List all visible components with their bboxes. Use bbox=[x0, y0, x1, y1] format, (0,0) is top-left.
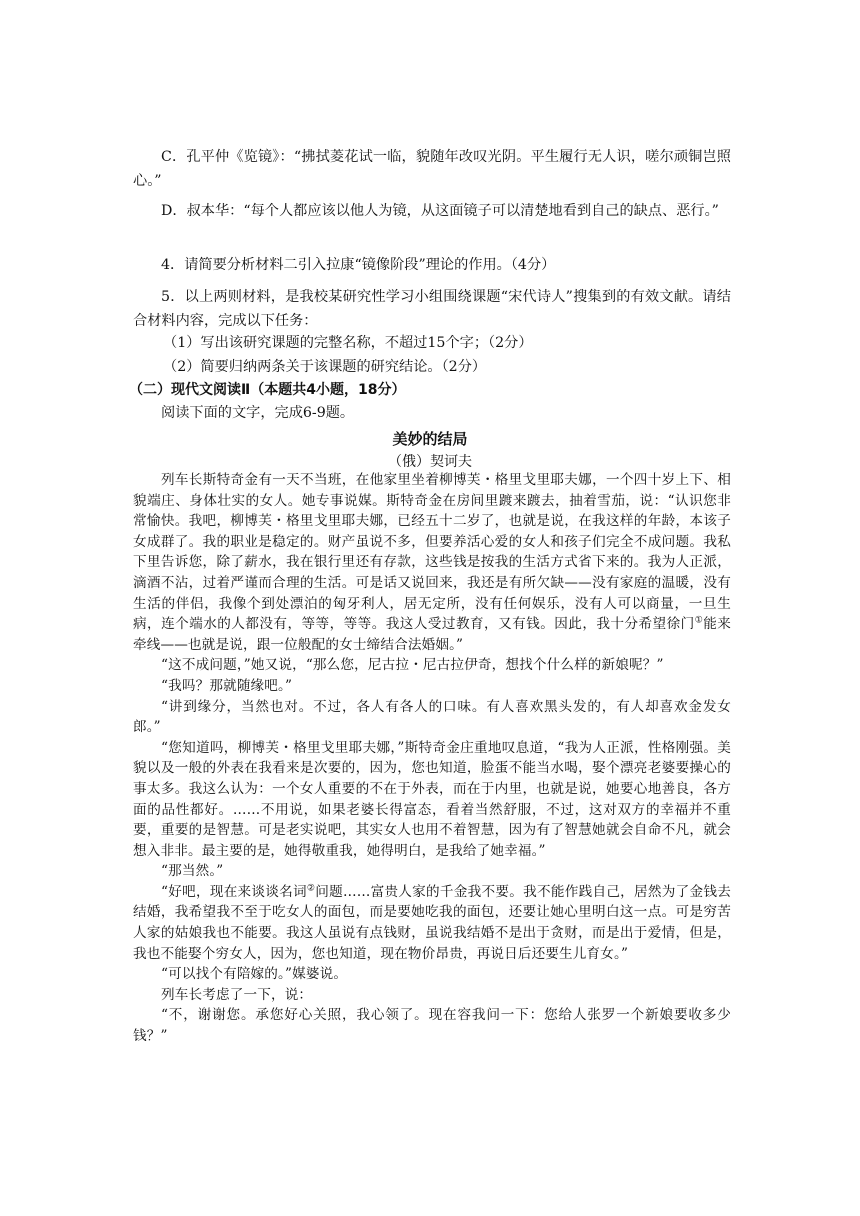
story-title: 美妙的结局 bbox=[392, 430, 468, 448]
option-d: D．叔本华：“每个人都应该以他人为镜，从这面镜子可以清楚地看到自己的缺点、恶行。” bbox=[161, 203, 719, 219]
story-paragraph: “您知道吗，柳博芙・格里戈里耶夫娜，”斯特奇金庄重地叹息道，“我为人正派，性格刚强。美貌以及一般的外表在我看来是次要的，因为，您也知道，脸蛋不能当水喝，娶个漂亮老婆要操心的事太多。我这么认为：一个女人重要的不在于外表，而在于内里，也就是说，她要心地善良，各方面的品性都好。……不用说，如果老婆长得富态，看着当然舒服，不过，这对双方的幸福并不重要，重要的是智慧。可是老实说吧，其实女人也用不着智慧，因为有了智慧她就会自命不凡，就会想入非非。最主要的是，她得敬重我，她得明白，是我给了她幸福。” bbox=[133, 739, 731, 859]
story-body bbox=[133, 470, 731, 1047]
story-paragraph: “好吧，现在来谈谈名词②问题……富贵人家的千金我不要。我不能作践自己，居然为了金钱去结婚，我希望我不至于吃女人的面包，而是要她吃我的面包，还要让她心里明白这一点。可是穷苦人家的姑娘我也不能要。我这人虽说有点钱财，虽说我结婚不是出于贪财，而是出于爱情，但是，我也不能娶个穷女人，因为，您也知道，现在物价昂贵，再说日后还要生儿育女。” bbox=[133, 883, 731, 962]
section-heading: （二）现代文阅读Ⅱ（本题共4小题，18分） bbox=[129, 382, 406, 398]
story-paragraph: “不，谢谢您。承您好心关照，我心领了。现在容我问一下：您给人张罗一个新娘要收多少钱？” bbox=[133, 1007, 731, 1045]
question-5-stem: 5．以上两则材料，是我校某研究性学习小组围绕课题“宋代诗人”搜集到的有效文献。请结合材料内容，完成以下任务： bbox=[133, 289, 731, 329]
story-author: （俄）契诃夫 bbox=[388, 454, 472, 470]
option-c: C．孔平仲《览镜》：“拂拭菱花试一临，貌随年改叹光阴。平生履行无人识，嗟尔顽铜岂照心。” bbox=[133, 149, 731, 189]
question-5-task-1: （1）写出该研究课题的完整名称，不超过15个字；（2分） bbox=[163, 335, 533, 351]
story-paragraph: “那当然。” bbox=[161, 863, 224, 880]
story-paragraph: “我吗？那就随缘吧。” bbox=[161, 677, 293, 694]
footnote-marker: ② bbox=[306, 883, 316, 894]
story-paragraph: “这不成问题，”她又说，“那么您，尼古拉・尼古拉伊奇，想找个什么样的新娘呢？” bbox=[161, 657, 664, 674]
question-5-task-2: （2）简要归纳两条关于该课题的研究结论。（2分） bbox=[163, 359, 487, 375]
story-paragraph: “可以找个有陪嫁的。”媒婆说。 bbox=[161, 966, 348, 983]
story-paragraph: “讲到缘分，当然也对。不过，各人有各人的口味。有人喜欢黑头发的，有人却喜欢金发女郎。” bbox=[133, 698, 731, 736]
footnote-marker: ① bbox=[694, 615, 704, 626]
story-paragraph: 列车长斯特奇金有一天不当班，在他家里坐着柳博芙・格里戈里耶夫娜，一个四十岁上下、相貌端庄、身体壮实的女人。她专事说媒。斯特奇金在房间里踱来踱去，抽着雪茄，说：“认识您非常愉快。我吧，柳博芙・格里戈里耶夫娜，已经五十二岁了，也就是说，在我这样的年龄，本该子女成群了。我的职业是稳定的。财产虽说不多，但要养活心爱的女人和孩子们完全不成问题。我私下里告诉您，除了薪水，我在银行里还有存款，这些钱是按我的生活方式省下来的。我为人正派，滴酒不沾，过着严谨而合理的生活。可是话又说回来，我还是有所欠缺——没有家庭的温暖，没有生活的伴侣，我像个到处漂泊的匈牙利人，居无定所，没有任何娱乐，没有人可以商量，一旦生病，连个端水的人都没有，等等，等等。我这人受过教育，又有钱。因此，我十分希望徐门①能来牵线——也就是说，跟一位般配的女士缔结合法婚姻。” bbox=[133, 472, 732, 653]
question-4: 4．请简要分析材料二引入拉康“镜像阶段”理论的作用。（4分） bbox=[161, 257, 556, 273]
story-paragraph: 列车长考虑了一下，说： bbox=[161, 986, 313, 1003]
section-instruction: 阅读下面的文字，完成6-9题。 bbox=[161, 405, 355, 421]
